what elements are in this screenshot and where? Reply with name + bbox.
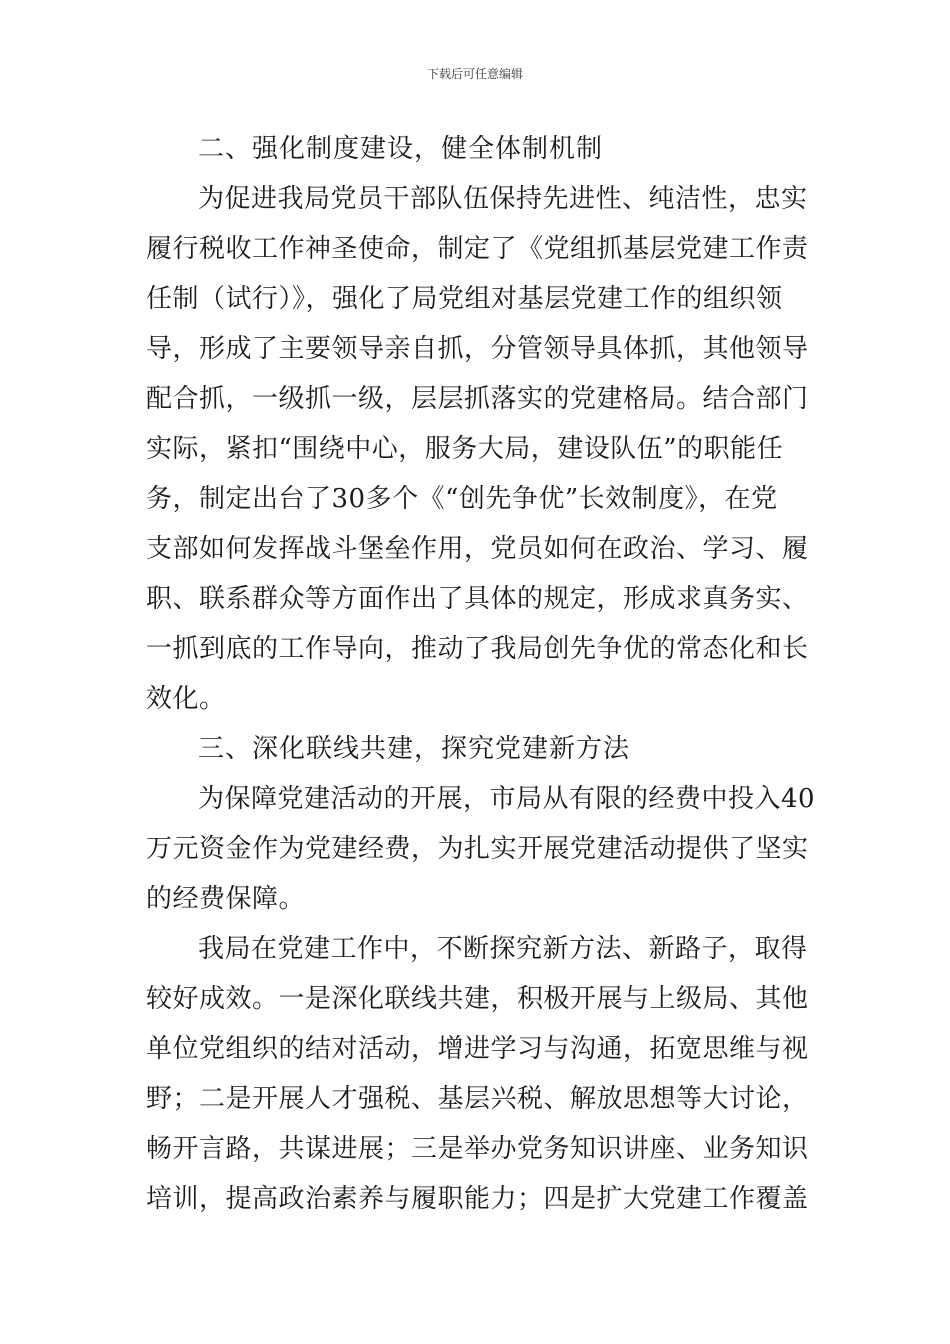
text-line: 一抓到底的工作导向，推动了我局创先争优的常态化和长 bbox=[146, 634, 809, 664]
document-body bbox=[146, 124, 816, 1224]
text-line: 单位党组织的结对活动，增进学习与沟通，拓宽思维与视 bbox=[146, 1034, 809, 1064]
text-line: 为促进我局党员干部队伍保持先进性、纯洁性，忠实 bbox=[198, 184, 808, 214]
page-header: 下载后可任意编辑 bbox=[426, 67, 523, 81]
text-line: 履行税收工作神圣使命，制定了《党组抓基层党建工作责 bbox=[146, 234, 809, 264]
paragraph bbox=[146, 174, 810, 724]
text-line: 实际，紧扣“围绕中心，服务大局，建设队伍”的职能任 bbox=[146, 434, 784, 464]
text-line: 导，形成了主要领导亲自抓，分管领导具体抓，其他领导 bbox=[146, 334, 809, 364]
paragraph bbox=[146, 774, 816, 924]
text-line: 培训，提高政治素养与履职能力；四是扩大党建工作覆盖 bbox=[146, 1184, 809, 1214]
text-line: 畅开言路，共谋进展；三是举办党务知识讲座、业务知识 bbox=[146, 1134, 809, 1164]
text-line: 配合抓，一级抓一级，层层抓落实的党建格局。结合部门 bbox=[146, 384, 809, 414]
text-line: 我局在党建工作中，不断探究新方法、新路子，取得 bbox=[198, 934, 808, 964]
text-line: 任制（试行）》，强化了局党组对基层党建工作的组织领 bbox=[146, 284, 783, 314]
text-line: 野；二是开展人才强税、基层兴税、解放思想等大讨论， bbox=[146, 1084, 809, 1114]
text-line: 为保障党建活动的开展，市局从有限的经费中投入40 bbox=[198, 784, 816, 814]
text-line: 务，制定出台了30多个《“创先争优”长效制度》，在党 bbox=[146, 484, 778, 514]
text-line: 万元资金作为党建经费，为扎实开展党建活动提供了坚实 bbox=[146, 834, 809, 864]
text-line: 效化。 bbox=[146, 684, 226, 714]
text-line: 的经费保障。 bbox=[146, 884, 306, 914]
text-line: 支部如何发挥战斗堡垒作用，党员如何在政治、学习、履 bbox=[146, 534, 809, 564]
section-heading: 三、深化联线共建，探究党建新方法 bbox=[198, 734, 631, 764]
text-line: 职、联系群众等方面作出了具体的规定，形成求真务实、 bbox=[146, 584, 809, 614]
section-heading: 二、强化制度建设，健全体制机制 bbox=[198, 134, 604, 164]
paragraph bbox=[146, 924, 810, 1224]
text-line: 较好成效。一是深化联线共建，积极开展与上级局、其他 bbox=[146, 984, 809, 1014]
